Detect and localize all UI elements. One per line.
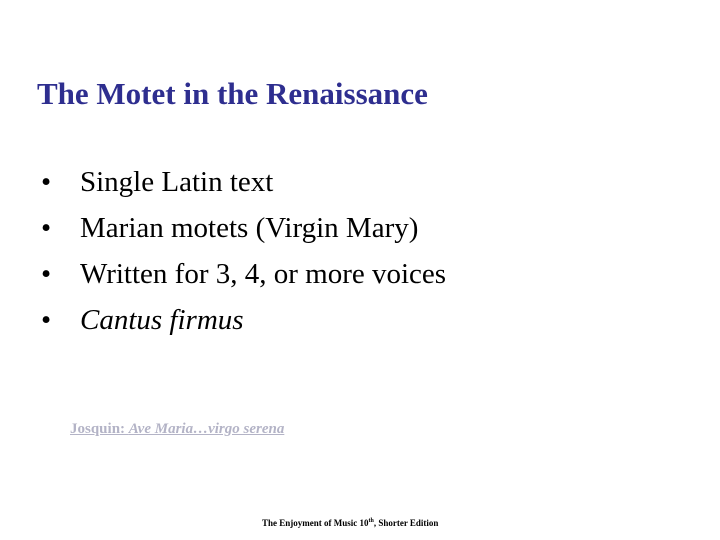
audio-example-link[interactable]	[70, 421, 284, 438]
bullet-marker: •	[41, 166, 52, 198]
bullet-text: Marian motets (Virgin Mary)	[80, 212, 419, 244]
footer-superscript: th	[368, 518, 374, 524]
audio-link-work: Ave Maria…virgo serena	[128, 421, 285, 437]
bullet-text: Written for 3, 4, or more voices	[80, 258, 447, 290]
slide-title: The Motet in the Renaissance	[37, 76, 428, 111]
footer-text-end: , Shorter Edition	[373, 518, 439, 528]
bullet-marker: •	[41, 304, 52, 336]
bullet-marker: •	[41, 258, 52, 290]
bullet-text: Single Latin text	[80, 166, 274, 198]
audio-link-composer: Josquin:	[70, 421, 129, 437]
footer-text: The Enjoyment of Music 10	[262, 518, 369, 528]
bullet-marker: •	[41, 212, 52, 244]
footer-citation	[262, 518, 438, 528]
bullet-text: Cantus firmus	[80, 304, 244, 336]
